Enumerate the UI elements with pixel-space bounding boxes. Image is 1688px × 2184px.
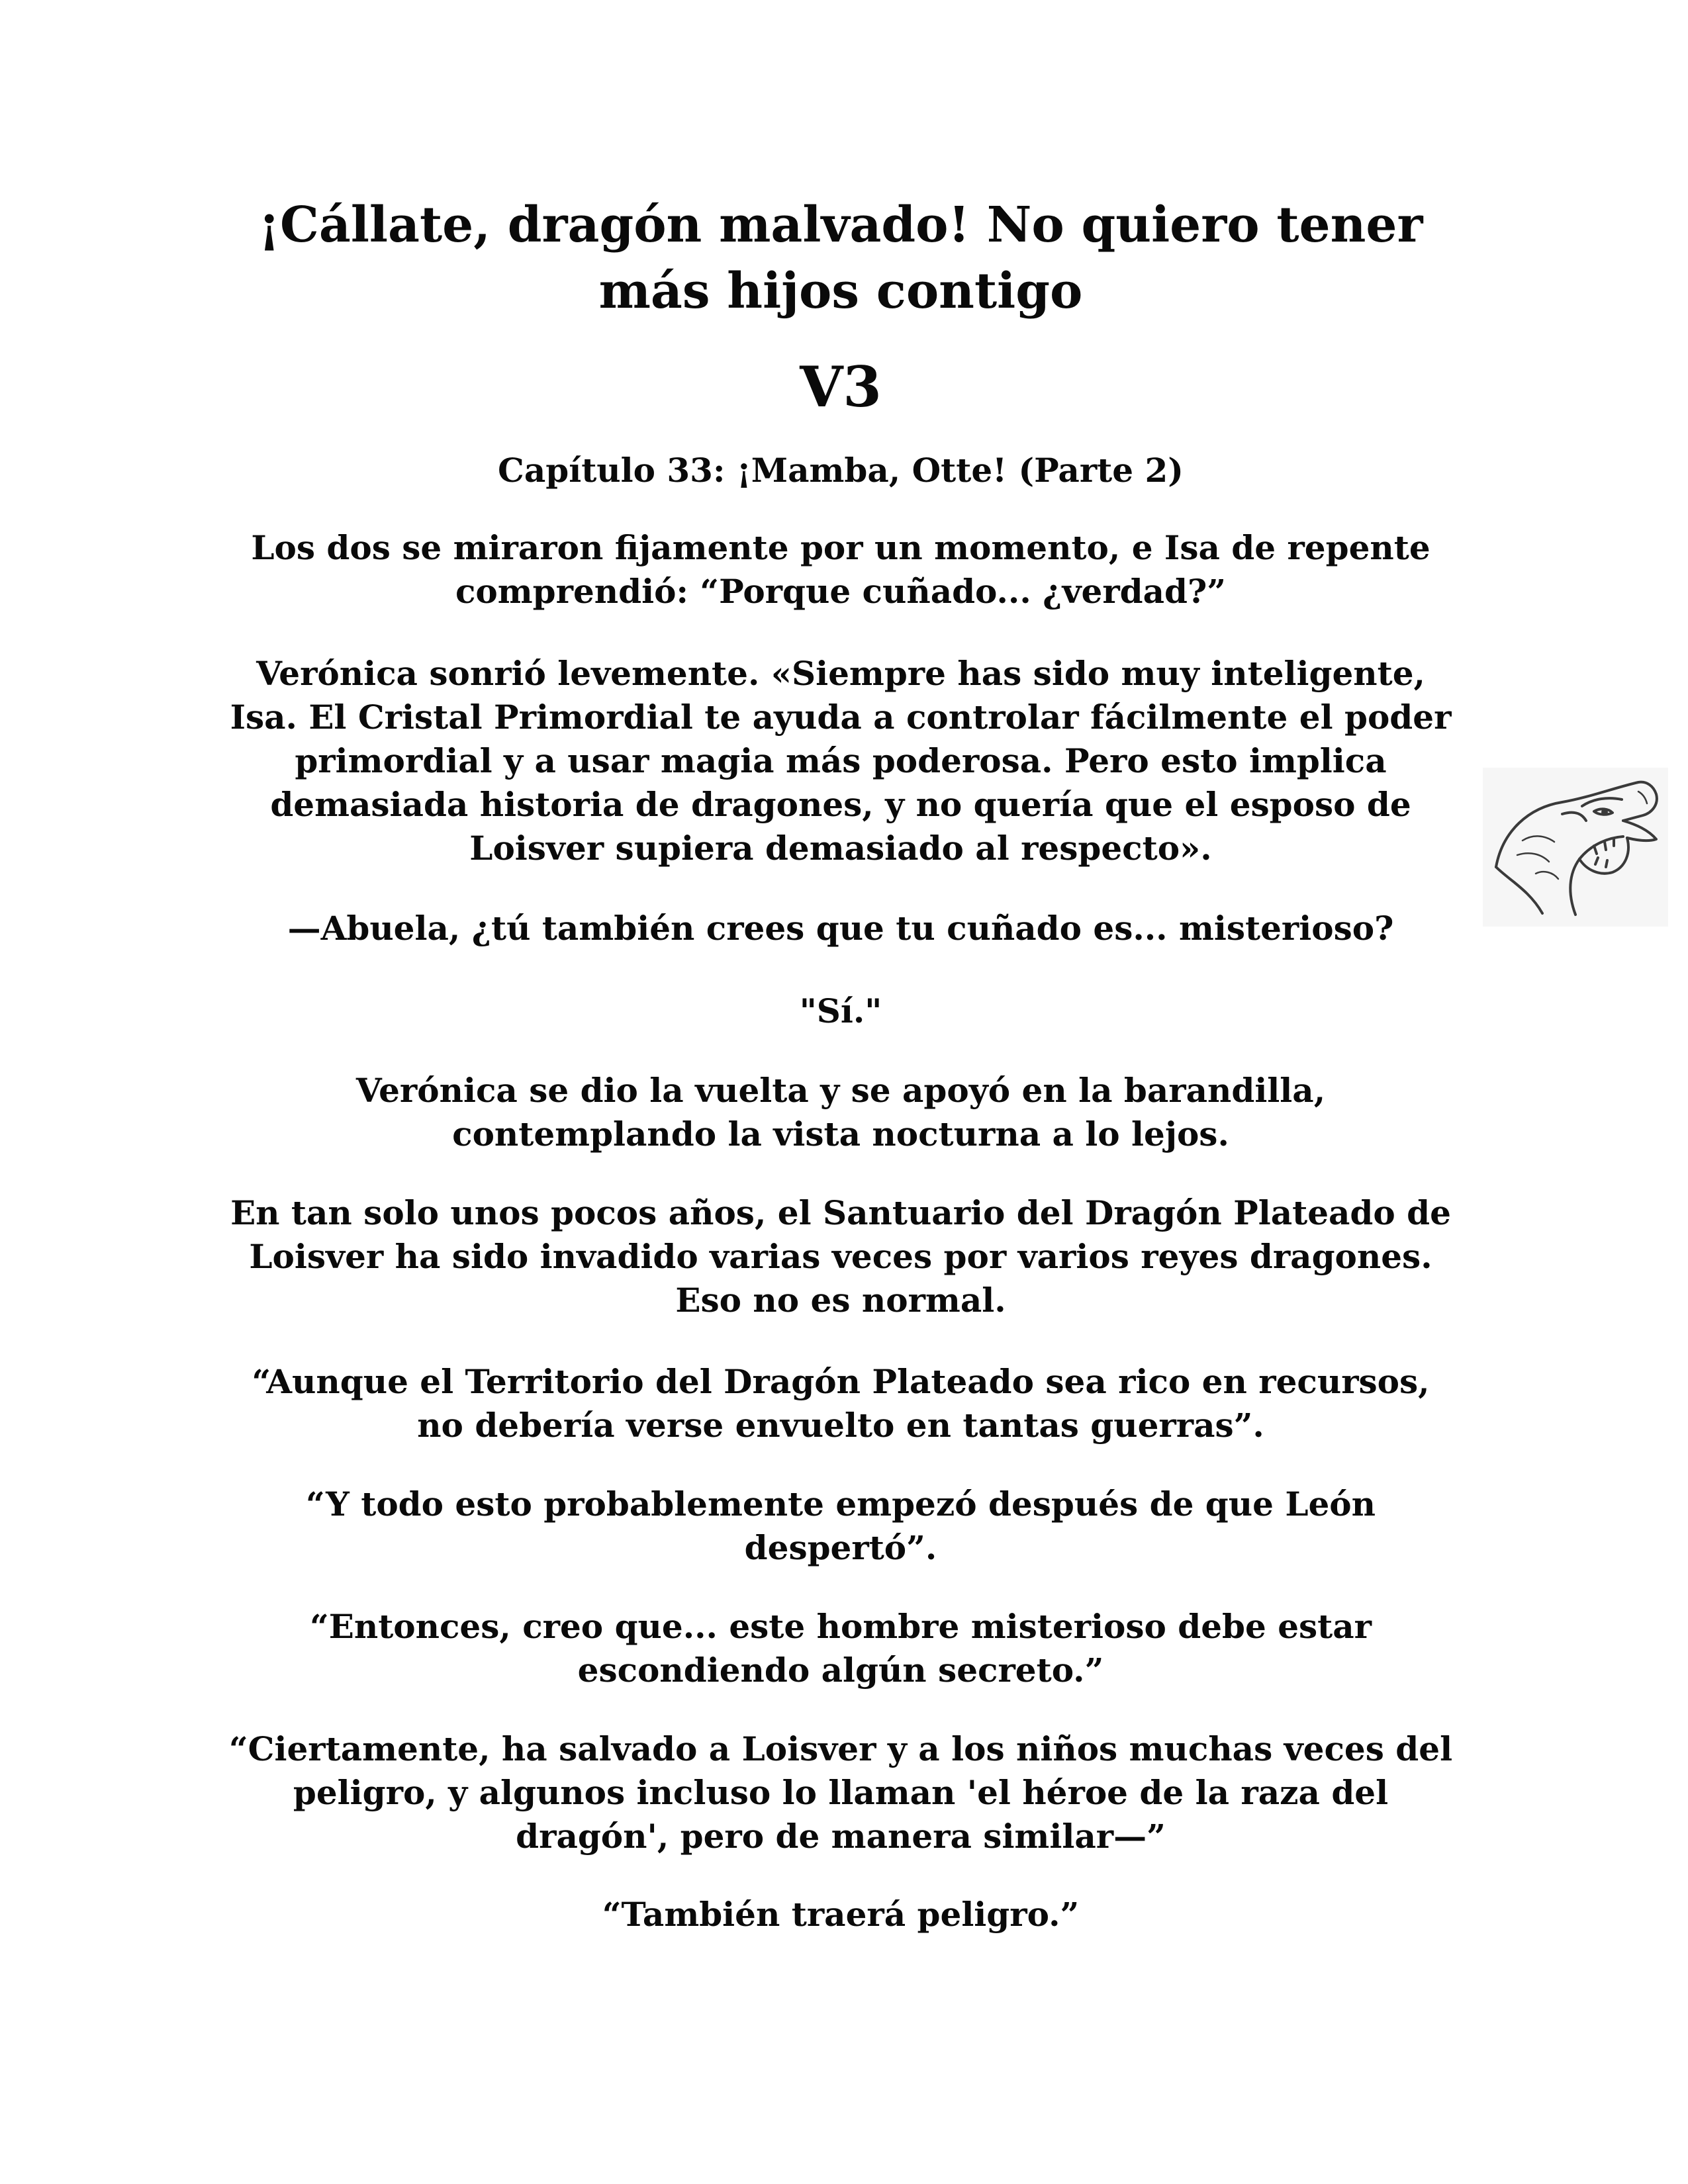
paragraph-11: “También traerá peligro.” — [602, 1895, 1080, 1934]
dragon-head-sketch-icon — [1483, 768, 1668, 927]
paragraph-10: “Ciertamente, ha salvado a Loisver y a los niños muchas veces del peligro, y algunos incluso lo llaman 'el héroe de la raza del dragón', pero de manera similar—” — [228, 1729, 1453, 1856]
volume-label: V3 — [800, 354, 882, 420]
paragraph-1: Los dos se miraron fijamente por un momento, e Isa de repente comprendió: “Porque cuñado... ¿verdad?” — [251, 528, 1430, 611]
paragraph-8: “Y todo esto probablemente empezó después de que León despertó”. — [305, 1484, 1376, 1567]
paragraph-4: "Sí." — [799, 991, 882, 1030]
chapter-heading: Capítulo 33: ¡Mamba, Otte! (Parte 2) — [498, 451, 1184, 490]
paragraph-3: —Abuela, ¿tú también crees que tu cuñado es... misterioso? — [287, 909, 1394, 948]
paragraph-7: “Aunque el Territorio del Dragón Plateado sea rico en recursos, no debería verse envuelto en tantas guerras”. — [252, 1362, 1430, 1445]
paragraph-5: Verónica se dio la vuelta y se apoyó en la barandilla, contemplando la vista nocturna a lo lejos. — [355, 1071, 1326, 1154]
book-title: ¡Cállate, dragón malvado! No quiero tener más hijos contigo — [258, 197, 1423, 320]
paragraph-2: Verónica sonrió levemente. «Siempre has sido muy inteligente, Isa. El Cristal Primordial te ayuda a controlar fácilmente el poder primordial y a usar magia más poderosa. Pero esto implica demasiada historia de dragones, y no quería que el esposo de Loisver supiera demasiado al respecto». — [230, 654, 1452, 868]
paragraph-6: En tan solo unos pocos años, el Santuario del Dragón Plateado de Loisver ha sido invadido varias veces por varios reyes dragones. Eso no es normal. — [230, 1193, 1451, 1320]
paragraph-9: “Entonces, creo que... este hombre misterioso debe estar escondiendo algún secreto.” — [309, 1607, 1372, 1690]
